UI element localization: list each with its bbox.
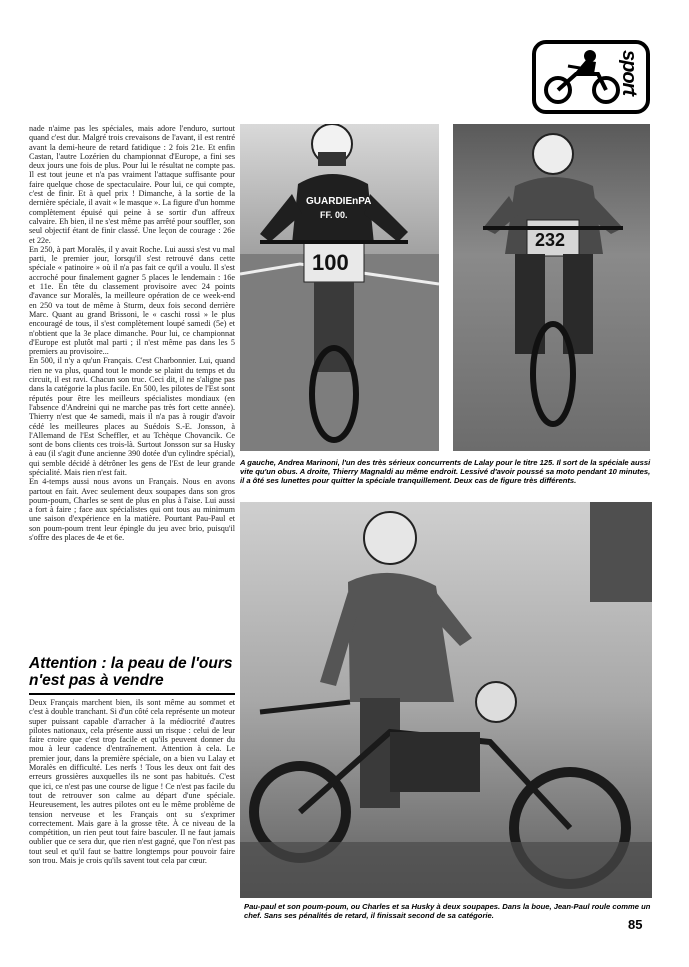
logo-word: sport — [618, 50, 640, 95]
paragraph: En 250, à part Moralès, il y avait Roche. Lui aussi s'est vu mal parti, le premier jour, lorsqu'il s'est retrouvé dans cette spéciale « patinoire » où il n'a pas fait ce qu'il a voulu. Il s'est accroché pour finalement gagner 5 places le lendemain : 16e et 11e. En tête du classement provisoire avec 24 points d'avance sur Moralès, la meilleure opération de ce week-end en 250 va tout de même à Sturm, deux fois second derrière Marc. Quant au grand Brissoni, le « caschi rossi » le plus encouragé de tous, il s'est complètement loupé samedi (5e) et n'obtient que la 3e place dimanche. Pour lui, ce championnat d'Europe est plutôt mal parti ; il n'est même pas dans les 5 premiers au provisoire... — [29, 244, 235, 357]
photo-caption-top: A gauche, Andrea Marinoni, l'un des très sérieux concurrents de Lalay pour le titre 125. Il sort de la spéciale aussi vite qu'un obus. A droite, Thierry Magnaldi au même endroit. Lessivé d'avoir poussé sa moto pendant 10 minutes, il a ôté ses lunettes pour quitter la spéciale tranquillement. Deux cas de figure très différents. — [240, 458, 651, 485]
sport-logo — [532, 40, 650, 114]
section-headline: Attention : la peau de l'ours n'est pas à vendre — [29, 655, 235, 695]
paragraph: En 4-temps aussi nous avons un Français. Nous en avons partout en fait. Avec seulement deux soupapes dans son gros poum-poum, Charles se sent de plus en plus à l'aise. Lui aussi a fort à faire ; face aux spécialistes qui ont tous au minimum une saison d'expérience en la matière. Pourtant Pau-Paul et son poum-poum trent leur épingle du jeu avec brio, puisqu'il s'offre des places de 4e et 6e. — [29, 477, 235, 543]
jersey-text-2: FF. 00. — [320, 210, 348, 220]
article-column-2 — [29, 698, 235, 865]
photo-rider-magnaldi — [453, 124, 650, 451]
paragraph: En 500, il n'y a qu'un Français. C'est Charbonnier. Lui, quand rien ne va plus, quand tout le monde se plaint du temps et du circuit, il est ravi. Chacun son truc. Ceci dit, il ne s'aligne pas dans la catégorie la plus facile. En 500, les pilotes de l'Est sont réputés pour être les meilleurs spécialistes mondiaux (en l'absence d'Andreini qui ne marche pas très fort cette année). Thierry n'est que 4e samedi, mais il n'a pas à rougir d'avoir cédé les meilleures places au Suédois S.-E. Jonsson, à l'Allemand de l'Est Scheffler, et au Tchèque Chovancik. Ce sont de bons clients ces trois-là. Surtout Jonsson sur sa Husky à eau (il s'agit d'une ancienne 390 dotée d'un cylindre spécial), qui semble décidé à détrôner les gens de l'Est de leur grande spécialité. Mais rien n'est fait. — [29, 356, 235, 477]
jersey-text: GUARDIEnPA — [306, 196, 372, 207]
page-number: 85 — [628, 917, 643, 932]
photo-rider-charles-husky — [240, 502, 652, 898]
number-plate: 232 — [535, 230, 566, 250]
photo-caption-bottom: Pau-paul et son poum-poum, ou Charles et sa Husky à deux soupapes. Dans la boue, Jean-Paul roule comme un chef. Sans ses pénalités de retard, il finissait second de sa catégorie. — [244, 902, 651, 920]
paragraph: nade n'aime pas les spéciales, mais adore l'enduro, surtout quand c'est dur. Malgré trois crevaisons de l'avant, il est rentré avant la demi-heure de retard fatidique : 2 fois 21e. Et enfin Castan, l'autre Lozérien du championnat d'Europe, a fini ses deux jours une fois de plus. Pour lui le résultat ne compte pas. Il est tout jeune et n'a pas vraiment l'attaque suffisante pour faire quelque chose de spectaculaire. Pour lui, ce qui compte, c'est de finir. Et à quel prix ! Dimanche, à la sortie de la dernière spéciale, il avait « le masque ». La figure d'un homme complètement épuisé qui peine à se sortir d'un affreux calvaire. Eh bien, il ne s'est même pas arrêté pour souffler, son seul objectif étant de finir classé. Une leçon de courage : 26e et 22e. — [29, 124, 235, 245]
article-column-1 — [29, 124, 235, 542]
paragraph: Deux Français marchent bien, ils sont même au sommet et c'est à double tranchant. Si d'un côté cela représente un moteur super puissant capable d'arracher à la médiocrité d'autres pilotes nationaux, cela présente aussi un risque : celui de leur faire croire que c'est trop facile et qu'ils peuvent donner du mou à leur cadence d'entraînement. Attention à cela. Le premier jour, dans la première spéciale, on a bien vu Lalay et Moralès en difficulté. Les nerfs ! Tous les deux ont fait des erreurs grossières auxquelles ils ne sont pas habitués. C'est que ici, ce n'est pas une course de ligue ! Ce n'est pas facile du tout de retrouver son calme au départ d'une spéciale. Heureusement, les autres pilotes ont eu le même problème de tension nerveuse et les Français ont su s'exprimer correctement. Mais gare à la grosse tête. À ce niveau de la compétition, un rien peut tout faire basculer. Il ne faut jamais oublier que ce sera dur, que rien n'est gagné, que l'on n'est pas tout seul et qu'il faut se battre longtemps pour pouvoir faire son trou. Mais je crois qu'ils savent tout cela par cœur. — [29, 698, 235, 866]
photo-rider-marinoni — [240, 124, 439, 451]
number-plate: 100 — [312, 250, 349, 275]
